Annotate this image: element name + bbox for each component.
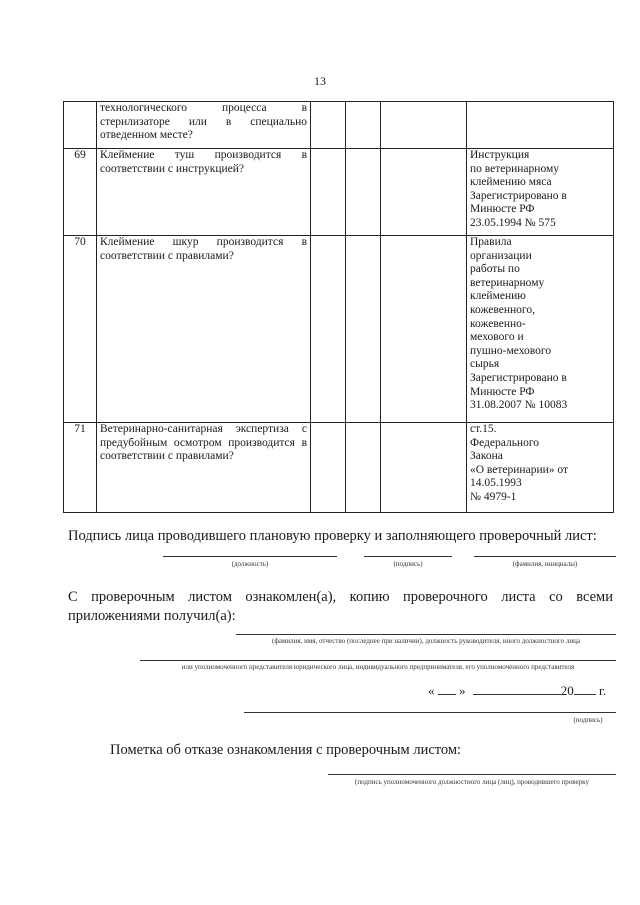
reference-line: кожевенного,	[470, 303, 535, 316]
row-question: Клеймение шкур производится в соответствии с правилами?	[97, 236, 311, 423]
answer-na-cell	[381, 149, 467, 236]
reference-line: Федерального	[470, 436, 540, 449]
answer-yes-cell	[311, 149, 346, 236]
date-field	[428, 683, 606, 699]
day-blank	[438, 694, 456, 695]
reference-line: организации	[470, 249, 532, 262]
answer-yes-cell	[311, 102, 346, 149]
signature-title: Подпись лица проводившего плановую проверку и заполняющего проверочный лист:	[68, 528, 597, 544]
row-reference	[467, 423, 614, 513]
reference-line: «О ветеринарии» от	[470, 463, 568, 476]
ack-caption-line1: (фамилия, имя, отчество (последнее при наличии), должность руководителя, иного должностного лица	[272, 637, 580, 645]
position-caption: (должность)	[231, 560, 269, 568]
row-reference	[467, 102, 614, 149]
ack-rep-line	[140, 660, 616, 661]
date-open-quote: «	[428, 683, 435, 698]
reference-line: клеймению	[470, 290, 526, 303]
answer-yes-cell	[311, 423, 346, 513]
reference-line: Закона	[470, 450, 503, 463]
reference-line: Зарегистрировано в	[470, 371, 567, 384]
row-question: Ветеринарно-санитарная экспертиза с предубойным осмотром производится в соответствии с правилами?	[97, 423, 311, 513]
refusal-caption: (подпись уполномоченного должностного лица (лиц), проводившего проверку	[355, 778, 589, 786]
answer-na-cell	[381, 102, 467, 149]
name-line	[474, 556, 616, 557]
row-question: технологического процесса в стерилизаторе или в специально отведенном месте?	[97, 102, 311, 149]
reference-line: клеймению мяса	[470, 176, 552, 189]
reference-line: № 4979-1	[470, 490, 517, 503]
page-number: 13	[314, 74, 326, 88]
answer-na-cell	[381, 236, 467, 423]
ack-signature-caption: (подпись)	[573, 716, 603, 724]
ack-name-line	[236, 634, 616, 635]
refusal-title: Пометка об отказе ознакомления с проверочным листом:	[110, 742, 462, 758]
signature-caption: (подпись)	[393, 560, 423, 568]
year-blank	[574, 694, 596, 695]
ack-signature-line	[244, 712, 616, 713]
row-number: 71	[64, 423, 97, 513]
checklist-table	[63, 101, 614, 513]
reference-line: Правила	[470, 236, 512, 248]
row-reference	[467, 236, 614, 423]
year-prefix: 20	[560, 683, 574, 698]
row-number: 70	[64, 236, 97, 423]
reference-line: сырья	[470, 358, 500, 371]
reference-line: ст.15.	[470, 423, 497, 435]
reference-line: Минюсте РФ	[470, 385, 535, 398]
signature-line	[364, 556, 452, 557]
reference-line: 31.08.2007 № 10083	[470, 399, 568, 412]
table-row	[64, 149, 614, 236]
table-row	[64, 102, 614, 149]
reference-line: по ветеринарному	[470, 162, 560, 175]
answer-no-cell	[346, 149, 381, 236]
date-close-quote: »	[459, 683, 466, 698]
reference-line: Инструкция	[470, 149, 530, 161]
position-line	[163, 556, 337, 557]
reference-line: ветеринарному	[470, 276, 545, 289]
answer-yes-cell	[311, 236, 346, 423]
ack-caption-line2: или уполномоченного представителя юридического лица, индивидуального предпринимателя, его уполномоченного представителя	[181, 663, 575, 671]
answer-na-cell	[381, 423, 467, 513]
reference-line: 14.05.1993	[470, 477, 522, 490]
year-suffix: г.	[599, 683, 607, 698]
refusal-line	[328, 774, 616, 775]
table-row	[64, 423, 614, 513]
answer-no-cell	[346, 423, 381, 513]
reference-line: пушно-мехового	[470, 344, 552, 357]
reference-line: Зарегистрировано в	[470, 189, 567, 202]
row-number	[64, 102, 97, 149]
reference-line: работы по	[470, 263, 520, 276]
reference-line: Минюсте РФ	[470, 203, 535, 216]
row-question: Клеймение туш производится в соответствии с инструкцией?	[97, 149, 311, 236]
reference-line: кожевенно-	[470, 317, 526, 330]
answer-no-cell	[346, 236, 381, 423]
row-number: 69	[64, 149, 97, 236]
month-blank	[473, 694, 561, 695]
name-caption: (фамилия, инициалы)	[512, 560, 578, 568]
reference-line: 23.05.1994 № 575	[470, 216, 556, 229]
table-row	[64, 236, 614, 423]
reference-line: мехового и	[470, 331, 524, 344]
row-reference	[467, 149, 614, 236]
acknowledgement-title: С проверочным листом ознакомлен(а), копию проверочного листа со всеми приложениями получил(а):	[68, 589, 613, 624]
answer-no-cell	[346, 102, 381, 149]
